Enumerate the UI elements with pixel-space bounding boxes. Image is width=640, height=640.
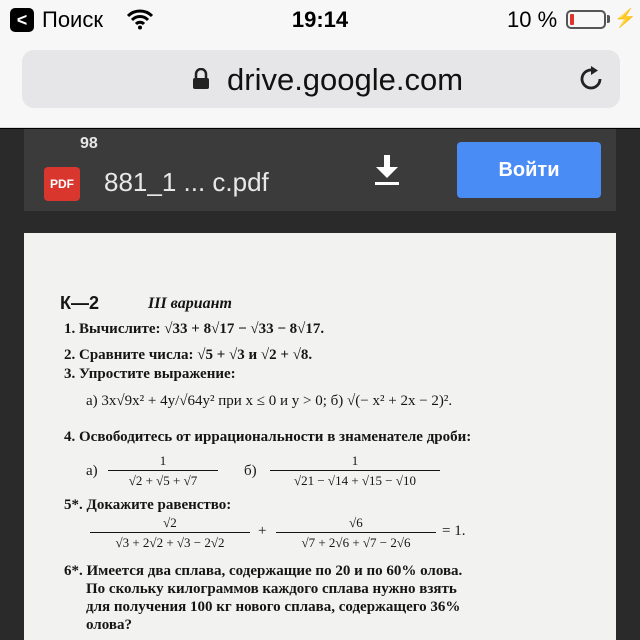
p5-left-denominator: √3 + 2√2 + √3 − 2√2 <box>115 535 225 550</box>
problem-3: 3. Упростите выражение: <box>64 366 236 382</box>
login-button[interactable]: Войти <box>457 142 601 198</box>
fraction-bar <box>270 470 440 471</box>
p5-rhs: = 1. <box>442 523 466 539</box>
problem-2: 2. Сравните числа: √5 + √3 и √2 + √8. <box>64 347 313 363</box>
battery-icon <box>566 10 606 29</box>
reload-icon[interactable] <box>576 64 606 94</box>
file-name: 881_1 ... c.pdf <box>104 167 269 197</box>
browser-toolbar <box>0 40 640 128</box>
download-icon[interactable] <box>372 153 402 187</box>
pdf-page <box>24 233 616 640</box>
pdf-viewer <box>0 129 640 640</box>
problem-6-line-4: олова? <box>86 617 132 633</box>
problem-6-line-2: По скольку килограммов каждого сплава нужно взять <box>86 581 457 597</box>
problem-6-line-3: для получения 100 кг нового сплава, содержащего 36% <box>86 599 461 615</box>
battery-nub <box>607 15 610 23</box>
variant-title: III вариант <box>148 295 232 312</box>
problem-5: 5*. Докажите равенство: <box>64 497 232 513</box>
problem-3-parts: а) 3x√9x² + 4y/√64y² при x ≤ 0 и y > 0; б) √(− x² + 2x − 2)². <box>86 393 453 409</box>
problem-4b-label: б) <box>244 463 257 479</box>
url-text[interactable]: drive.google.com <box>227 62 464 97</box>
problem-6: 6*. Имеется два сплава, содержащие по 20 и по 60% олова. <box>64 563 463 579</box>
back-to-app-label[interactable]: Поиск <box>42 7 103 32</box>
fraction-bar <box>90 532 250 533</box>
pdf-file-icon: PDF <box>44 167 80 201</box>
p5-left-numerator: √2 <box>163 515 177 530</box>
problem-1: 1. Вычислите: √33 + 8√17 − √33 − 8√17. <box>64 321 325 337</box>
p4b-numerator: 1 <box>351 453 359 468</box>
status-bar <box>0 0 640 40</box>
p4a-numerator: 1 <box>159 453 167 468</box>
charging-icon: ⚡ <box>614 8 637 28</box>
back-to-app-icon[interactable]: < <box>10 8 34 32</box>
clock: 19:14 <box>291 7 349 32</box>
p5-right-numerator: √6 <box>349 515 363 530</box>
lock-icon <box>192 68 210 90</box>
p5-right-denominator: √7 + 2√6 + √7 − 2√6 <box>301 535 411 550</box>
p4b-denominator: √21 − √14 + √15 − √10 <box>293 473 417 488</box>
fraction-bar <box>276 532 436 533</box>
battery-percent: 10 % <box>507 7 558 32</box>
plus-sign: + <box>258 523 267 539</box>
p4a-denominator: √2 + √5 + √7 <box>128 473 198 488</box>
problem-4: 4. Освободитесь от иррациональности в знаменателе дроби: <box>64 429 472 445</box>
address-bar[interactable] <box>22 50 620 108</box>
section-code: К—2 <box>60 293 99 313</box>
pdf-header <box>24 129 616 211</box>
page-number: 98 <box>80 135 98 152</box>
fraction-bar <box>108 470 218 471</box>
problem-4a-label: а) <box>86 463 98 479</box>
